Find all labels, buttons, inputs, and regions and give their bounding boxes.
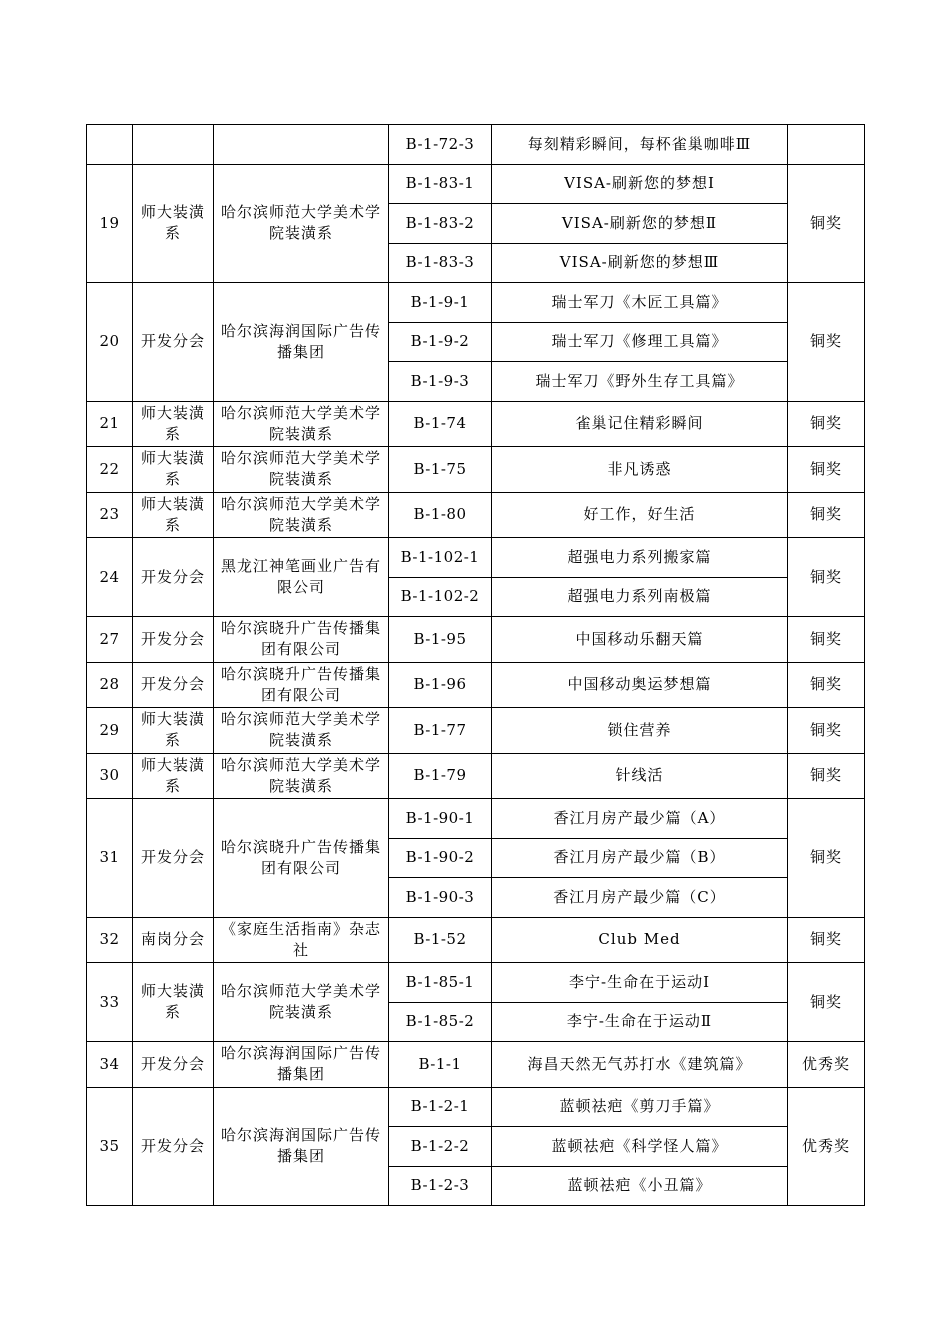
organization-name: 哈尔滨海润国际广告传播集团 bbox=[214, 283, 389, 402]
entry-code: B-1-9-3 bbox=[389, 362, 492, 402]
unit-name: 开发分会 bbox=[133, 1087, 214, 1206]
organization-name: 哈尔滨晓升广告传播集团有限公司 bbox=[214, 617, 389, 663]
award-level bbox=[788, 125, 865, 165]
entry-title: 瑞士军刀《修理工具篇》 bbox=[492, 322, 788, 362]
entry-code: B-1-85-2 bbox=[389, 1002, 492, 1042]
row-number: 20 bbox=[87, 283, 133, 402]
entry-code: B-1-90-3 bbox=[389, 878, 492, 918]
row-number: 19 bbox=[87, 164, 133, 283]
award-level: 优秀奖 bbox=[788, 1042, 865, 1088]
organization-name: 哈尔滨晓升广告传播集团有限公司 bbox=[214, 799, 389, 918]
table-row bbox=[87, 164, 865, 204]
organization-name: 哈尔滨师范大学美术学院装潢系 bbox=[214, 164, 389, 283]
unit-name: 南岗分会 bbox=[133, 917, 214, 963]
table-row bbox=[87, 1087, 865, 1127]
entry-title: 好工作，好生活 bbox=[492, 492, 788, 538]
organization-name: 哈尔滨师范大学美术学院装潢系 bbox=[214, 401, 389, 447]
row-number: 30 bbox=[87, 753, 133, 799]
award-level: 铜奖 bbox=[788, 164, 865, 283]
entry-title: 香江月房产最少篇（A） bbox=[492, 799, 788, 839]
row-number: 27 bbox=[87, 617, 133, 663]
table-row bbox=[87, 617, 865, 663]
award-level: 优秀奖 bbox=[788, 1087, 865, 1206]
entry-title: 蓝顿祛疤《科学怪人篇》 bbox=[492, 1127, 788, 1167]
awards-table-body bbox=[87, 125, 865, 1206]
entry-title: 李宁-生命在于运动Ⅱ bbox=[492, 1002, 788, 1042]
organization-name: 哈尔滨师范大学美术学院装潢系 bbox=[214, 708, 389, 754]
award-level: 铜奖 bbox=[788, 708, 865, 754]
entry-title: 中国移动乐翻天篇 bbox=[492, 617, 788, 663]
table-row bbox=[87, 125, 865, 165]
entry-title: 针线活 bbox=[492, 753, 788, 799]
entry-code: B-1-95 bbox=[389, 617, 492, 663]
awards-table bbox=[86, 124, 865, 1206]
entry-title: 超强电力系列南极篇 bbox=[492, 577, 788, 617]
unit-name: 师大装潢系 bbox=[133, 447, 214, 493]
award-level: 铜奖 bbox=[788, 799, 865, 918]
row-number: 21 bbox=[87, 401, 133, 447]
organization-name: 哈尔滨晓升广告传播集团有限公司 bbox=[214, 662, 389, 708]
table-row bbox=[87, 283, 865, 323]
organization-name: 黑龙江神笔画业广告有限公司 bbox=[214, 538, 389, 617]
entry-code: B-1-102-2 bbox=[389, 577, 492, 617]
organization-name: 《家庭生活指南》杂志社 bbox=[214, 917, 389, 963]
table-row bbox=[87, 447, 865, 493]
table-row bbox=[87, 708, 865, 754]
table-row bbox=[87, 1042, 865, 1088]
entry-title: 锁住营养 bbox=[492, 708, 788, 754]
entry-code: B-1-1 bbox=[389, 1042, 492, 1088]
unit-name: 师大装潢系 bbox=[133, 963, 214, 1042]
entry-code: B-1-9-2 bbox=[389, 322, 492, 362]
entry-title: 李宁-生命在于运动Ⅰ bbox=[492, 963, 788, 1003]
award-level: 铜奖 bbox=[788, 492, 865, 538]
entry-code: B-1-74 bbox=[389, 401, 492, 447]
entry-title: VISA-刷新您的梦想Ⅰ bbox=[492, 164, 788, 204]
entry-title: 蓝顿祛疤《小丑篇》 bbox=[492, 1166, 788, 1206]
award-level: 铜奖 bbox=[788, 917, 865, 963]
award-level: 铜奖 bbox=[788, 617, 865, 663]
organization-name bbox=[214, 125, 389, 165]
entry-title: Club Med bbox=[492, 917, 788, 963]
entry-code: B-1-2-1 bbox=[389, 1087, 492, 1127]
row-number: 22 bbox=[87, 447, 133, 493]
entry-code: B-1-72-3 bbox=[389, 125, 492, 165]
entry-title: 超强电力系列搬家篇 bbox=[492, 538, 788, 578]
table-row bbox=[87, 753, 865, 799]
row-number: 24 bbox=[87, 538, 133, 617]
row-number: 28 bbox=[87, 662, 133, 708]
entry-title: 瑞士军刀《野外生存工具篇》 bbox=[492, 362, 788, 402]
table-row bbox=[87, 401, 865, 447]
row-number: 35 bbox=[87, 1087, 133, 1206]
unit-name: 开发分会 bbox=[133, 538, 214, 617]
entry-code: B-1-83-2 bbox=[389, 204, 492, 244]
entry-title: 香江月房产最少篇（C） bbox=[492, 878, 788, 918]
award-level: 铜奖 bbox=[788, 401, 865, 447]
table-row bbox=[87, 492, 865, 538]
entry-title: 蓝顿祛疤《剪刀手篇》 bbox=[492, 1087, 788, 1127]
entry-title: VISA-刷新您的梦想Ⅱ bbox=[492, 204, 788, 244]
award-level: 铜奖 bbox=[788, 662, 865, 708]
entry-code: B-1-83-3 bbox=[389, 243, 492, 283]
unit-name: 开发分会 bbox=[133, 662, 214, 708]
entry-code: B-1-2-3 bbox=[389, 1166, 492, 1206]
row-number: 32 bbox=[87, 917, 133, 963]
table-row bbox=[87, 963, 865, 1003]
award-level: 铜奖 bbox=[788, 447, 865, 493]
unit-name: 师大装潢系 bbox=[133, 708, 214, 754]
entry-title: 瑞士军刀《木匠工具篇》 bbox=[492, 283, 788, 323]
row-number: 29 bbox=[87, 708, 133, 754]
organization-name: 哈尔滨师范大学美术学院装潢系 bbox=[214, 963, 389, 1042]
organization-name: 哈尔滨师范大学美术学院装潢系 bbox=[214, 447, 389, 493]
organization-name: 哈尔滨师范大学美术学院装潢系 bbox=[214, 492, 389, 538]
entry-code: B-1-9-1 bbox=[389, 283, 492, 323]
unit-name: 开发分会 bbox=[133, 617, 214, 663]
organization-name: 哈尔滨海润国际广告传播集团 bbox=[214, 1087, 389, 1206]
unit-name: 开发分会 bbox=[133, 1042, 214, 1088]
award-level: 铜奖 bbox=[788, 538, 865, 617]
unit-name: 开发分会 bbox=[133, 283, 214, 402]
entry-code: B-1-83-1 bbox=[389, 164, 492, 204]
entry-code: B-1-85-1 bbox=[389, 963, 492, 1003]
entry-code: B-1-77 bbox=[389, 708, 492, 754]
award-level: 铜奖 bbox=[788, 283, 865, 402]
entry-title: 海昌天然无气苏打水《建筑篇》 bbox=[492, 1042, 788, 1088]
entry-title: 雀巢记住精彩瞬间 bbox=[492, 401, 788, 447]
award-level: 铜奖 bbox=[788, 963, 865, 1042]
entry-code: B-1-90-2 bbox=[389, 838, 492, 878]
entry-title: 中国移动奥运梦想篇 bbox=[492, 662, 788, 708]
table-row bbox=[87, 538, 865, 578]
row-number: 23 bbox=[87, 492, 133, 538]
row-number: 34 bbox=[87, 1042, 133, 1088]
unit-name: 师大装潢系 bbox=[133, 753, 214, 799]
entry-title: VISA-刷新您的梦想Ⅲ bbox=[492, 243, 788, 283]
award-level: 铜奖 bbox=[788, 753, 865, 799]
unit-name bbox=[133, 125, 214, 165]
unit-name: 开发分会 bbox=[133, 799, 214, 918]
table-row bbox=[87, 799, 865, 839]
entry-code: B-1-75 bbox=[389, 447, 492, 493]
organization-name: 哈尔滨海润国际广告传播集团 bbox=[214, 1042, 389, 1088]
entry-title: 非凡诱惑 bbox=[492, 447, 788, 493]
table-row bbox=[87, 917, 865, 963]
entry-code: B-1-96 bbox=[389, 662, 492, 708]
row-number: 31 bbox=[87, 799, 133, 918]
row-number: 33 bbox=[87, 963, 133, 1042]
unit-name: 师大装潢系 bbox=[133, 492, 214, 538]
entry-code: B-1-79 bbox=[389, 753, 492, 799]
entry-code: B-1-90-1 bbox=[389, 799, 492, 839]
entry-code: B-1-52 bbox=[389, 917, 492, 963]
entry-title: 每刻精彩瞬间，每杯雀巢咖啡Ⅲ bbox=[492, 125, 788, 165]
entry-code: B-1-2-2 bbox=[389, 1127, 492, 1167]
unit-name: 师大装潢系 bbox=[133, 401, 214, 447]
entry-code: B-1-102-1 bbox=[389, 538, 492, 578]
organization-name: 哈尔滨师范大学美术学院装潢系 bbox=[214, 753, 389, 799]
row-number bbox=[87, 125, 133, 165]
entry-title: 香江月房产最少篇（B） bbox=[492, 838, 788, 878]
unit-name: 师大装潢系 bbox=[133, 164, 214, 283]
table-row bbox=[87, 662, 865, 708]
entry-code: B-1-80 bbox=[389, 492, 492, 538]
